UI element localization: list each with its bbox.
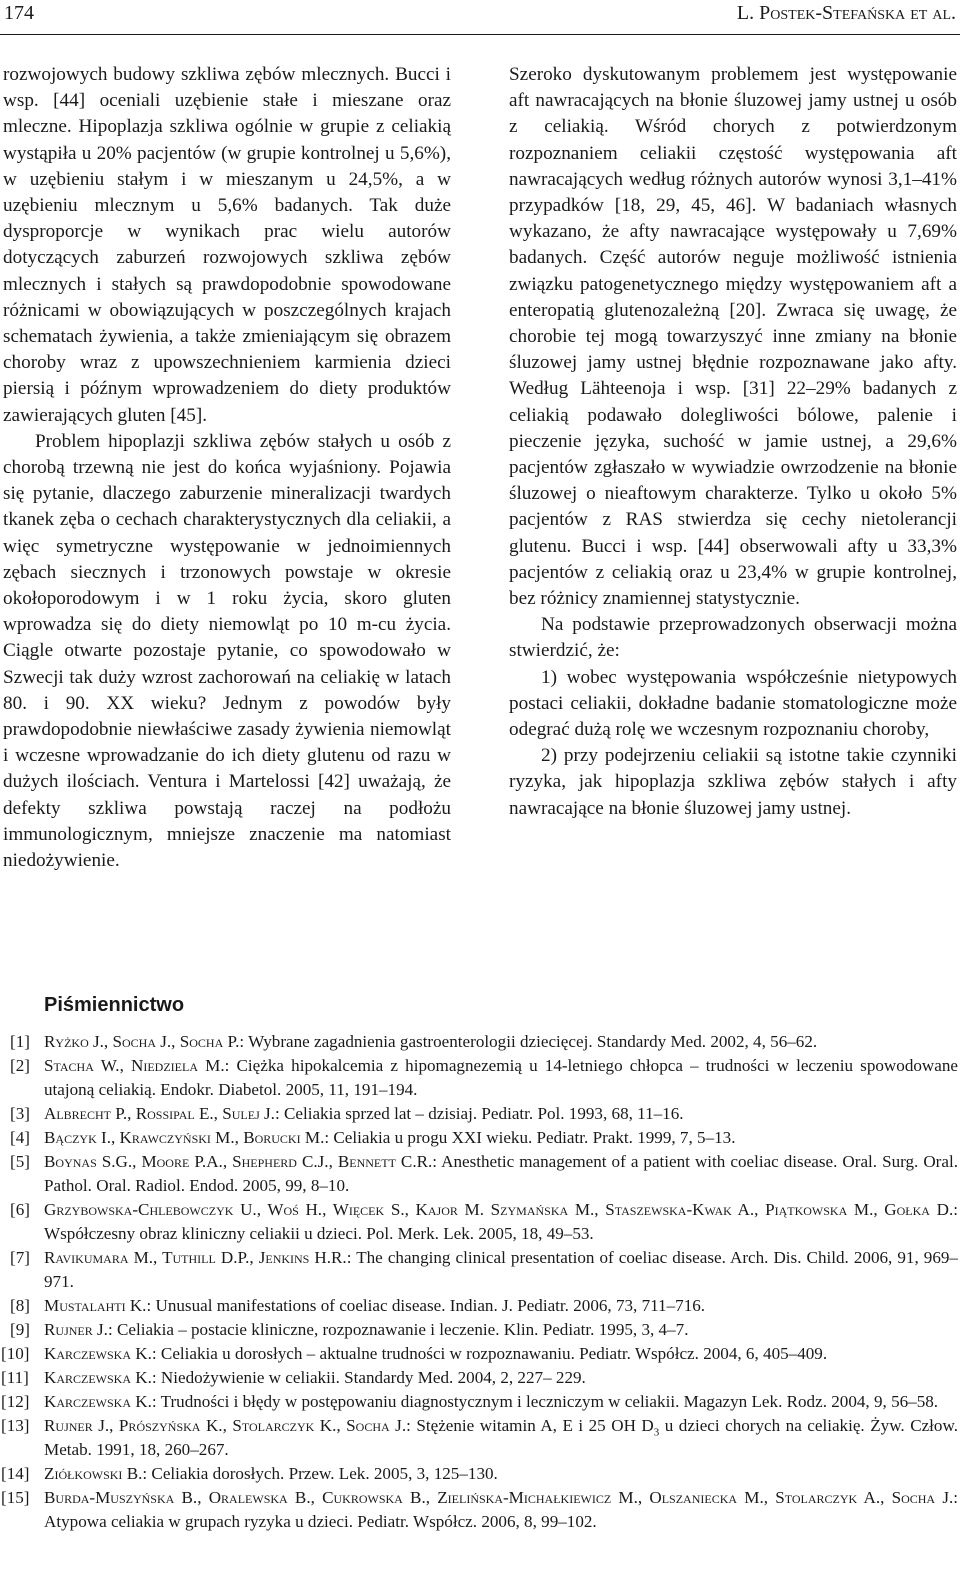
- reference-authors: Burda-Muszyńska B., Oralewska B., Cukrowska B., Zielińska-Michałkiewicz M., Olszaniecka M., Stolarczyk A., Socha J.: [44, 1488, 954, 1507]
- page-header: [0, 0, 960, 40]
- reference-text: : Wybrane zagadnienia gastroenterologii dziecięcej. Standardy Med. 2002, 4, 56–62.: [239, 1032, 818, 1051]
- reference-text: : Celiakia – postacie kliniczne, rozpoznawanie i leczenie. Klin. Pediatr. 1995, 3, 4–7.: [107, 1320, 689, 1339]
- left-column: [3, 62, 451, 874]
- reference-item: [0, 1486, 958, 1534]
- reference-number: [14]: [1, 1464, 30, 1483]
- reference-item: [0, 1318, 958, 1342]
- reference-authors: Ravikumara M., Tuthill D.P., Jenkins H.R.: [44, 1248, 347, 1267]
- reference-item: [0, 1462, 958, 1486]
- reference-item: [0, 1126, 958, 1150]
- running-head: L. Postek-Stefańska et al.: [736, 2, 956, 24]
- reference-authors: Karczewska K.: [44, 1368, 152, 1387]
- reference-subscript: 3: [653, 1426, 660, 1439]
- reference-number: [8]: [10, 1296, 30, 1315]
- conclusion-item-2: 2) przy podejrzeniu celiakii są istotne takie czynniki ryzyka, jak hipoplazja szkliwa zębów stałych i afty nawracające na błonie śluzowej jamy ustnej.: [509, 745, 957, 819]
- reference-item: [0, 1054, 958, 1102]
- reference-item: [0, 1366, 958, 1390]
- reference-number: [10]: [1, 1344, 30, 1363]
- reference-authors: Rujner J., Prószyńska K., Stolarczyk K., Socha J.: [44, 1416, 407, 1435]
- reference-text: : Współczesny obraz kliniczny celiakii u dzieci. Pol. Merk. Lek. 2005, 18, 49–53.: [44, 1200, 958, 1243]
- reference-authors: Ryżko J., Socha J., Socha P.: [44, 1032, 240, 1051]
- right-paragraph-2: Na podstawie przeprowadzonych obserwacji można stwierdzić, że:: [509, 614, 957, 662]
- reference-item: [0, 1294, 958, 1318]
- reference-authors: Karczewska K.: [44, 1392, 152, 1411]
- reference-number: [13]: [1, 1416, 30, 1435]
- conclusion-item-1: 1) wobec występowania współcześnie nietypowych postaci celiakii, dokładne badanie stomatologiczne może odegrać dużą rolę we wczesnym rozpoznaniu choroby,: [509, 666, 957, 741]
- reference-number: [6]: [10, 1200, 30, 1219]
- reference-item: [0, 1414, 958, 1462]
- left-paragraph-2: Problem hipoplazji szkliwa zębów stałych u osób z chorobą trzewną nie jest do końca wyjaśniony. Pojawia się pytanie, dlaczego zaburzenie mineralizacji twardych tkanek zęba o cechach charakterystycznych dla celiakii, a więc symetryczne występowanie w jednoimiennych zębach siecznych i trzonowych powstaje w okresie okołoporodowym i w 1 roku życia, skoro gluten wprowadza się do diety niemowląt po 10 m-cu życia. Ciągle otwarte pozostaje pytanie, co spowodowało w Szwecji tak duży wzrost zachorowań na celiakię w latach 80. i 90. XX wieku? Jednym z powodów były prawdopodobnie niewłaściwe zasady żywienia niemowląt i wczesne wprowadzanie do ich diety glutenu od razu w dużych ilościach. Ventura i Martelossi [42] uważają, że defekty szkliwa powstają raczej na podłożu immunologicznym, mniejsze znaczenie ma natomiast niedożywienie.: [3, 430, 451, 872]
- reference-item: [0, 1342, 958, 1366]
- reference-number: [15]: [1, 1488, 30, 1507]
- reference-text: : Unusual manifestations of coeliac disease. Indian. J. Pediatr. 2006, 73, 711–716.: [146, 1296, 706, 1315]
- reference-number: [12]: [1, 1392, 30, 1411]
- reference-text: : Trudności i błędy w postępowaniu diagnostycznym i leczniczym w celiakii. Magazyn Lek. Rodz. 2004, 9, 56–58.: [151, 1392, 939, 1411]
- reference-item: [0, 1246, 958, 1294]
- reference-item: [0, 1102, 958, 1126]
- reference-authors: Mustalahti K.: [44, 1296, 147, 1315]
- reference-number: [4]: [10, 1128, 30, 1147]
- reference-number: [5]: [10, 1152, 30, 1171]
- references-list: [0, 1030, 958, 1534]
- reference-text: : Celiakia u progu XXI wieku. Pediatr. Prakt. 1999, 7, 5–13.: [324, 1128, 736, 1147]
- reference-item: [0, 1030, 958, 1054]
- reference-number: [2]: [10, 1056, 30, 1075]
- reference-text: : Celiakia sprzed lat – dzisiaj. Pediatr. Pol. 1993, 68, 11–16.: [274, 1104, 684, 1123]
- reference-authors: Boynas S.G., Moore P.A., Shepherd C.J., Bennett C.R.: [44, 1152, 433, 1171]
- reference-authors: Stacha W., Niedziela M.: [44, 1056, 225, 1075]
- reference-authors: Ziółkowski B.: [44, 1464, 143, 1483]
- reference-text: : Stężenie witamin A, E i 25 OH D: [406, 1416, 654, 1435]
- reference-item: [0, 1390, 958, 1414]
- reference-number: [3]: [10, 1104, 30, 1123]
- reference-text: : The changing clinical presentation of coeliac disease. Arch. Dis. Child. 2006, 91, 969–971.: [44, 1248, 958, 1291]
- reference-number: [11]: [1, 1368, 29, 1387]
- reference-item: [0, 1198, 958, 1246]
- reference-number: [7]: [10, 1248, 30, 1267]
- reference-authors: Rujner J.: [44, 1320, 108, 1339]
- reference-text: : Anesthetic management of a patient with coeliac disease. Oral. Surg. Oral. Pathol. Oral. Radiol. Endod. 2005, 99, 8–10.: [44, 1152, 958, 1195]
- reference-authors: Karczewska K.: [44, 1344, 152, 1363]
- reference-item: [0, 1150, 958, 1198]
- header-rule: [0, 34, 960, 35]
- right-paragraph-1: Szeroko dyskutowanym problemem jest występowanie aft nawracających na błonie śluzowej jamy ustnej u osób z celiakią. Wśród chorych z potwierdzonym rozpoznaniem celiakii częstość występowania aft nawracających według różnych autorów wynosi 3,1–41% przypadków [18, 29, 45, 46]. W badaniach własnych wykazano, że afty nawracające występowały u 7,69% badanych. Część autorów neguje możliwość istnienia związku patogenetycznego między występowaniem aft a enteropatią glutenozależną [20]. Zwraca się uwagę, że chorobie tej mogą towarzyszyć inne zmiany na błonie śluzowej jamy ustnej błędnie rozpoznawane jako afty. Według Lähteenoja i wsp. [31] 22–29% badanych z celiakią podawało dolegliwości bólowe, palenie i pieczenie języka, suchość w jamie ustnej, a 29,6% pacjentów zgłaszało w wywiadzie owrzodzenie na błonie śluzowej o nieaftowym charakterze. Tylko u około 5% pacjentów z RAS stwierdza się cechy nietolerancji glutenu. Bucci i wsp. [44] obserwowali afty u 33,3% pacjentów z celiakią oraz u 23,4% w grupie kontrolnej, bez różnicy znamiennej statystycznie.: [509, 64, 957, 610]
- reference-text: : Ciężka hipokalcemia z hipomagnezemią u 14-letniego chłopca – trudności w leczeniu spowodowane utajoną celiakią. Endokr. Diabetol. 2005, 11, 191–194.: [44, 1056, 958, 1099]
- reference-text: : Celiakia u dorosłych – aktualne trudności w rozpoznawaniu. Pediatr. Współcz. 2004, 6, 405–409.: [151, 1344, 828, 1363]
- reference-authors: Albrecht P., Rossipal E., Sulej J.: [44, 1104, 275, 1123]
- right-column: [509, 62, 957, 822]
- reference-text: : Niedożywienie w celiakii. Standardy Med. 2004, 2, 227– 229.: [151, 1368, 586, 1387]
- reference-number: [9]: [10, 1320, 30, 1339]
- page-number: 174: [4, 2, 34, 24]
- reference-authors: Bączyk I., Krawczyński M., Borucki M.: [44, 1128, 325, 1147]
- reference-number: [1]: [10, 1032, 30, 1051]
- reference-text: : Celiakia dorosłych. Przew. Lek. 2005, 3, 125–130.: [142, 1464, 498, 1483]
- reference-text-continued: u dzieci chorych na celiakię. Żyw. Człow. Metab. 1991, 18, 260–267.: [44, 1416, 958, 1459]
- left-paragraph-1: rozwojowych budowy szkliwa zębów mlecznych. Bucci i wsp. [44] oceniali uzębienie stałe i mieszane oraz mleczne. Hipoplazja szkliwa ogólnie w grupie z celiakią wystąpiła u 20% pacjentów (w grupie kontrolnej u 5,6%), w uzębieniu stałym i w mieszanym u 24,5%, a w uzębieniu mlecznym u 5,6% badanych. Tak duże dysproporcje w wynikach prac wielu autorów dotyczących zaburzeń rozwojowych szkliwa zębów mlecznych i stałych są prawdopodobnie spowodowane różnicami w obowiązujących w poszczególnych krajach schematach żywienia, a także zmieniającym się obrazem choroby wraz z upowszechnieniem karmienia dzieci piersią i późnym wprowadzeniem do diety produktów zawierających gluten [45].: [3, 64, 451, 426]
- reference-text: : Atypowa celiakia w grupach ryzyka u dzieci. Pediatr. Współcz. 2006, 8, 99–102.: [44, 1488, 958, 1531]
- reference-authors: Grzybowska-Chlebowczyk U., Woś H., Więcek S., Kajor M. Szymańska M., Staszewska-Kwak A., Piątkowska M., Gołka D.: [44, 1200, 954, 1219]
- references-heading: Piśmiennictwo: [44, 994, 185, 1016]
